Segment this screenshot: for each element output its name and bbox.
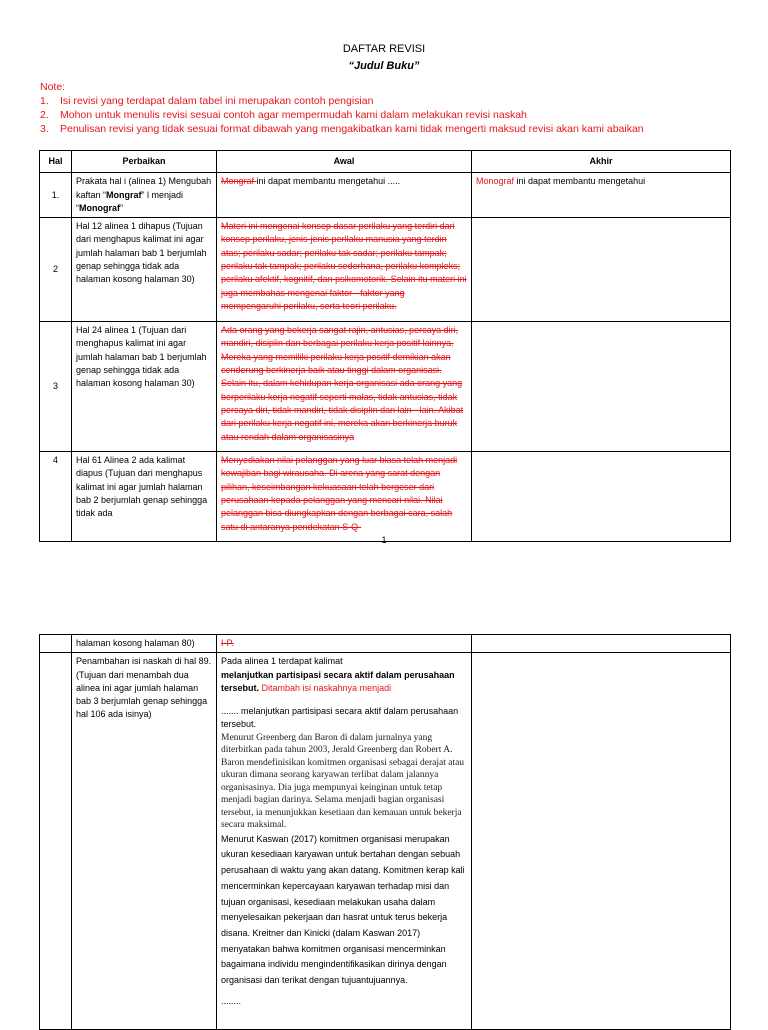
cell-awal: Mongraf ini dapat membantu mengetahui ..... — [217, 173, 472, 218]
table-row — [40, 218, 731, 322]
table-row — [40, 173, 731, 218]
header-perbaikan: Perbaikan — [72, 151, 217, 173]
header-akhir: Akhir — [472, 151, 731, 173]
cell-awal: Ada orang yang bekerja sangat rajin, antusias, percaya diri, mandiri, disiplin dan berbagai perilaku kerja positif lainnya. Mereka yang memiliki perilaku kerja positif demikian akan cenderung berkinerja baik atau tinggi dalam organisasi. Selain itu, dalam kehidupan kerja organisasi ada orang yang berperilaku kerja negatif seperti malas, tidak antusias, tidak percaya diri, tidak mandiri, tidak disiplin dan lain - lain. Akibat dari perilaku kerja negatif ini, mereka akan berkinerja buruk atau rendah dalam organisasinya — [217, 322, 472, 452]
cell-akhir — [472, 218, 731, 322]
cell-akhir — [472, 322, 731, 452]
table-row — [40, 635, 731, 653]
table-header-row — [40, 151, 731, 173]
page-number: 1 — [381, 535, 387, 545]
cell-hal: 2 — [40, 218, 72, 322]
table-row — [40, 452, 731, 542]
awal-end: ........ — [221, 995, 242, 1006]
cell-perbaikan: Penambahan isi naskah di hal 89. (Tujuan dari menambah dua alinea ini agar jumlah halaman bab 3 berjumlah genap sehingga hal 106 ada isinya) — [72, 653, 217, 1030]
awal-greenberg: Menurut Greenberg dan Baron di dalam jurnalnya yang diterbitkan pada tahun 2003, Jerald Greenberg dan Robert A. Baron mendefinisikan komitmen organisasi sebagai derajat atau ukuran dimana seorang karyawan terlibat dalam jalannya organisasinya. Dia juga mempunyai keinginan untuk tetap menjadi bagian darinya. Selama menjadi bagian organisasi tersebut, ia menunjukkan kesetiaan dan kemauan untuk bekerja secara maksimal. — [221, 732, 465, 831]
awal-kaswan: Menurut Kaswan (2017) komitmen organisasi merupakan ukuran kesediaan karyawan untuk bertahan dengan sebuah perusahaan di waktu yang akan datang. Komitmen kerap kali mencerminkan kepercayaan karyawan terhadap misi dan tujuan organisasi, kesediaan melakukan usaha dalam menyelesaikan pekerjaan dan hasrat untuk terus bekerja disana. Kreitner dan Kinicki (dalam Kaswan 2017) menyatakan bahwa komitmen organisasi mencerminkan bagaimana individu mengindentifikasikan dirinya dengan organisasi dan terikat dengan tujuantujuannya. — [221, 833, 465, 986]
cell-perbaikan: Hal 12 alinea 1 dihapus (Tujuan dari menghapus kalimat ini agar jumlah halaman bab 1 berjumlah genap sehingga tidak ada halaman kosong halaman 30) — [72, 218, 217, 322]
cell-hal: 4 — [40, 452, 72, 542]
cell-perbaikan: Prakata hal i (alinea 1) Mengubah kaftan “Mongraf” l menjadi “Monograf” — [72, 173, 217, 218]
cell-akhir: Monograf ini dapat membantu mengetahui — [472, 173, 731, 218]
cell-perbaikan: Hal 24 alinea 1 (Tujuan dari menghapus kalimat ini agar jumlah halaman bab 1 berjumlah genap sehingga tidak ada halaman kosong halaman 30) — [72, 322, 217, 452]
cell-awal: I-P. — [217, 635, 472, 653]
cell-hal — [40, 635, 72, 653]
table-row — [40, 653, 731, 1030]
cell-perbaikan: Hal 61 Alinea 2 ada kalimat diapus (Tujuan dari menghapus kalimat ini agar jumlah halaman bab 2 berjumlah genap sehingga tidak ada — [72, 452, 217, 542]
table-row — [40, 322, 731, 452]
header-awal: Awal — [217, 151, 472, 173]
revision-table — [39, 150, 731, 542]
page-gap — [0, 548, 768, 560]
awal-bold: melanjutkan partisipasi secara aktif dalam perusahaan tersebut. — [221, 669, 455, 693]
cell-awal — [217, 653, 472, 1030]
note-item: 1. Isi revisi yang terdapat dalam tabel ini merupakan contoh pengisian — [40, 95, 374, 107]
awal-red-note: Ditambah isi naskahnya menjadi — [259, 682, 392, 693]
awal-dots: ....... melanjutkan partisipasi secara aktif dalam perusahaan tersebut. — [221, 706, 459, 730]
note-item: 2. Mohon untuk menulis revisi sesuai contoh agar mempermudah kami dalam melakukan revisi naskah — [40, 109, 527, 121]
document-page-2 — [0, 560, 768, 1024]
note-item: 3. Penulisan revisi yang tidak sesuai format dibawah yang mengakibatkan kami tidak mengerti maksud revisi akan kami abaikan — [40, 123, 644, 135]
cell-akhir — [472, 653, 731, 1030]
notes-block — [40, 80, 740, 136]
cell-perbaikan: halaman kosong halaman 80) — [72, 635, 217, 653]
cell-akhir — [472, 452, 731, 542]
cell-hal: 3 — [40, 322, 72, 452]
cell-awal: Menyediakan nilai pelanggan yang luar biasa telah menjadi kewajiban bagi wirausaha. Di arena yang sarat dengan pilihan, keseimbangan kekuasaan telah bergeser dari perusahaan kepada pelanggan yang mencari nilai. Nilai pelanggan bisa diungkapkan dengan berbagai cara, salah satu di antaranya pendekatan S-Q- — [217, 452, 472, 542]
document-subtitle: “Judul Buku” — [348, 60, 420, 72]
revision-table-continued — [39, 634, 731, 1030]
document-title: DAFTAR REVISI — [342, 43, 426, 55]
cell-hal: 1. — [40, 173, 72, 218]
cell-awal: Materi ini mengenai konsep dasar perilaku yang terdiri dari konsep perilaku, jenis-jenis perilaku manusia yang terdiri atas; perilaku sadar; perilaku tak sadar; perilaku tampak; perilaku tak tampak; perilaku sederhana, perilaku kompleks; perilaku afektif, kognitif, dan psikomotorik. Selain itu materi ini juga membahas mengenai faktor - faktor yang mempengaruhi perilaku, serta teori perilaku. — [217, 218, 472, 322]
cell-hal — [40, 653, 72, 1030]
notes-label: Note: — [40, 81, 66, 93]
awal-intro: Pada alinea 1 terdapat kalimat — [221, 656, 343, 667]
cell-akhir — [472, 635, 731, 653]
header-hal: Hal — [40, 151, 72, 173]
